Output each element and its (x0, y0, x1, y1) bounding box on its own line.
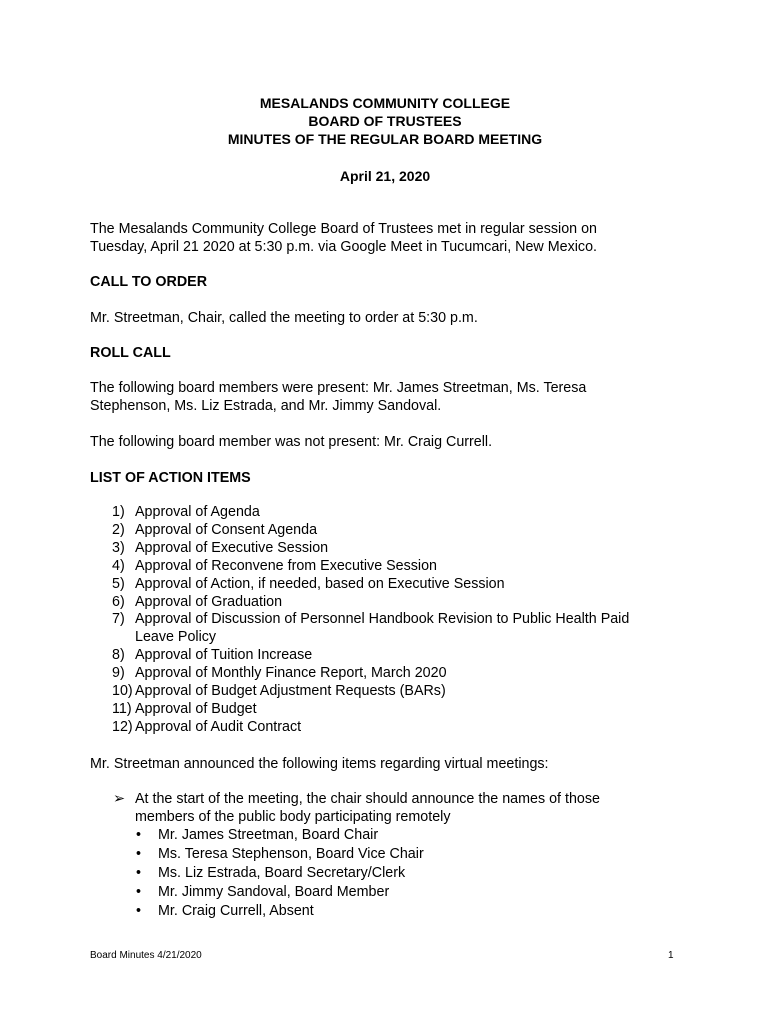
item-number: 9) (112, 665, 125, 682)
item-text: Approval of Reconvene from Executive Session (135, 557, 437, 574)
list-item (90, 504, 690, 522)
list-item (136, 864, 424, 883)
list-item (90, 683, 690, 701)
item-text: Approval of Budget Adjustment Requests (BARs) (135, 683, 446, 700)
bullet-icon: • (136, 846, 142, 862)
members-list (136, 826, 424, 921)
list-item (90, 594, 690, 612)
item-text: Approval of Tuition Increase (135, 647, 313, 664)
item-text: Approval of Budget (135, 700, 257, 717)
item-text: Approval of Consent Agenda (135, 521, 318, 538)
item-number: 3) (112, 539, 125, 556)
item-text: Approval of Graduation (135, 593, 283, 610)
list-item (136, 883, 424, 902)
item-number: 11) (112, 700, 132, 717)
item-number: 8) (112, 647, 125, 664)
action-items-list (90, 504, 690, 737)
item-number: 2) (112, 521, 125, 538)
item-text: Approval of Monthly Finance Report, March 2020 (135, 665, 447, 682)
list-item (90, 665, 690, 683)
list-item (90, 701, 690, 719)
list-item (136, 902, 424, 921)
arrow-line-1: At the start of the meeting, the chair should announce the names of those (135, 791, 600, 807)
list-item (136, 845, 424, 864)
intro-line-2: Tuesday, April 21 2020 at 5:30 p.m. via Google Meet in Tucumcari, New Mexico. (90, 239, 597, 255)
item-number: 1) (112, 504, 125, 520)
member-name: Mr. Jimmy Sandoval, Board Member (158, 884, 390, 900)
item-text: Approval of Executive Session (135, 539, 329, 556)
college-name: MESALANDS COMMUNITY COLLEGE (259, 95, 511, 111)
roll-call-absent: The following board member was not present: Mr. Craig Currell. (90, 434, 493, 450)
intro-line-1: The Mesalands Community College Board of Trustees met in regular session on (90, 221, 597, 237)
document-title: MINUTES OF THE REGULAR BOARD MEETING (227, 131, 543, 147)
list-item (90, 576, 690, 594)
action-items-heading: LIST OF ACTION ITEMS (90, 470, 251, 486)
list-item (90, 540, 690, 558)
meeting-date: April 21, 2020 (339, 168, 431, 184)
member-name: Ms. Liz Estrada, Board Secretary/Clerk (158, 865, 406, 881)
list-item (90, 558, 690, 576)
item-number: 5) (112, 575, 125, 592)
item-number: 6) (112, 593, 125, 610)
item-text: Approval of Agenda (135, 504, 260, 520)
member-name: Mr. Craig Currell, Absent (158, 903, 314, 919)
item-number: 4) (112, 557, 125, 574)
item-text-continued: Leave Policy (135, 629, 217, 646)
item-number: 7) (112, 611, 125, 628)
item-number: 12) (112, 718, 133, 735)
virtual-meeting-item-text (135, 790, 665, 826)
member-name: Mr. James Streetman, Board Chair (158, 827, 379, 843)
virtual-meetings-intro: Mr. Streetman announced the following items regarding virtual meetings: (90, 756, 549, 772)
bullet-icon: • (136, 827, 142, 843)
call-to-order-heading: CALL TO ORDER (90, 274, 208, 290)
footer-document-label: Board Minutes 4/21/2020 (90, 950, 202, 961)
item-text: Approval of Discussion of Personnel Handbook Revision to Public Health Paid (135, 611, 630, 628)
list-item (90, 522, 690, 540)
footer-page-number: 1 (668, 950, 674, 961)
item-text: Approval of Audit Contract (135, 718, 302, 735)
call-to-order-text: Mr. Streetman, Chair, called the meeting to order at 5:30 p.m. (90, 310, 478, 326)
member-name: Ms. Teresa Stephenson, Board Vice Chair (158, 846, 424, 862)
item-number: 10) (112, 683, 133, 700)
list-item (90, 611, 690, 647)
roll-call-heading: ROLL CALL (90, 345, 171, 361)
arrow-bullet-icon: ➢ (113, 791, 125, 807)
board-name: BOARD OF TRUSTEES (308, 113, 462, 129)
bullet-icon: • (136, 865, 142, 881)
item-text: Approval of Action, if needed, based on Executive Session (135, 575, 505, 592)
list-item (90, 647, 690, 665)
list-item (90, 719, 690, 737)
arrow-line-2: members of the public body participating remotely (135, 809, 451, 825)
roll-call-present-line-1: The following board members were present: Mr. James Streetman, Ms. Teresa (90, 380, 587, 396)
roll-call-present-line-2: Stephenson, Ms. Liz Estrada, and Mr. Jimmy Sandoval. (90, 398, 442, 414)
bullet-icon: • (136, 884, 142, 900)
list-item (136, 826, 424, 845)
bullet-icon: • (136, 903, 142, 919)
